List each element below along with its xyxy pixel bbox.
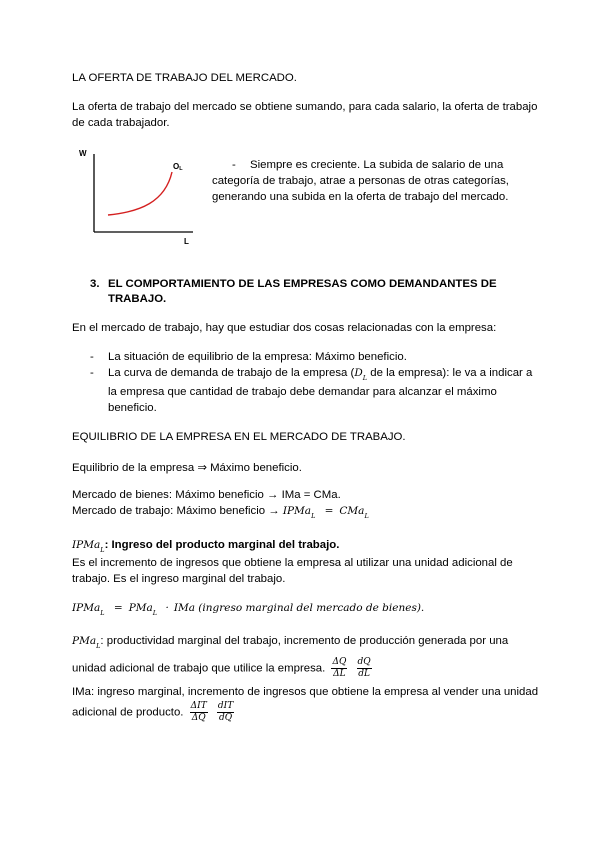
mercado-bienes-text: Mercado de bienes: Máximo beneficio → IMa = CMa.	[72, 489, 341, 501]
mercado-trabajo-text: Mercado de trabajo: Máximo beneficio → IPMa$_L$ = CMa$_L$	[72, 505, 369, 520]
graph-bullet-marker: -	[232, 159, 236, 171]
bullet-marker-2: -	[90, 367, 94, 379]
section3-number: 3.	[90, 278, 100, 290]
section-heading-oferta: LA OFERTA DE TRABAJO DEL MERCADO.	[72, 72, 297, 84]
bullet-item-2-line3: beneficio.	[108, 402, 157, 414]
graph-curve-label: OL	[173, 162, 183, 172]
section3-title-line2: TRABAJO.	[108, 293, 167, 305]
ima-definition-line2: adicional de producto. $\frac{\text{ΔIT}}{\Delta Q}$ $\frac{\text{dIT}}{dQ}$	[72, 701, 234, 723]
ipma-desc-line2: trabajo. Es el ingreso marginal del trabajo.	[72, 573, 286, 585]
graph-bullet-line2: categoría de trabajo, atrae a personas de otras categorías,	[212, 175, 509, 187]
supply-curve	[108, 172, 172, 215]
ima-definition-line1: IMa: ingreso marginal, incremento de ingresos que obtiene la empresa al vender una unidad	[72, 686, 539, 698]
paragraph-oferta-line2: de cada trabajador.	[72, 117, 170, 129]
fraction-dit-dq: $\frac{\text{dIT}}{dQ}$	[217, 701, 234, 723]
fraction-delta-q-delta-l: $\frac{\Delta Q}{\Delta L}$	[332, 657, 347, 679]
paragraph-dos-cosas: En el mercado de trabajo, hay que estudiar dos cosas relacionadas con la empresa:	[72, 322, 497, 334]
pma-definition-line2: unidad adicional de trabajo que utilice la empresa. $\frac{\Delta Q}{\Delta L}$ $\frac{dQ}{dL}$	[72, 657, 371, 679]
bullet-marker-1: -	[90, 351, 94, 363]
graph-bullet-line3: generando una subida en la oferta de trabajo del mercado.	[212, 191, 509, 203]
bullet-item-1: La situación de equilibrio de la empresa: Máximo beneficio.	[108, 351, 407, 363]
fraction-dq-dl: $\frac{dQ}{dL}$	[357, 657, 371, 679]
section3-title-line1: EL COMPORTAMIENTO DE LAS EMPRESAS COMO DEMANDANTES DE	[108, 278, 497, 290]
labor-supply-graph	[70, 140, 200, 250]
graph-x-axis-label: L	[184, 237, 189, 246]
graph-bullet-line1: Siempre es creciente. La subida de salario de una	[250, 159, 504, 171]
pma-definition-line1: PMa$_L$: productividad marginal del trabajo, incremento de producción generada por una	[72, 635, 509, 650]
bullet-item-2-line2: la empresa que cantidad de trabajo debe demandar para alcanzar el máximo	[108, 386, 497, 398]
paragraph-oferta-line1: La oferta de trabajo del mercado se obtiene sumando, para cada salario, la oferta de trabajo	[72, 101, 538, 113]
fraction-delta-it-delta-q: $\frac{\text{ΔIT}}{\Delta Q}$	[190, 701, 207, 723]
bullet-item-2: La curva de demanda de trabajo de la empresa ($D_L$ de la empresa): le va a indicar a	[108, 367, 533, 382]
ipma-title: IPMa$_L$: Ingreso del producto marginal del trabajo.	[72, 539, 340, 554]
ipma-formula: IPMa$_L$ = PMa$_L$ · IMa (ingreso marginal del mercado de bienes).	[72, 602, 425, 617]
equilibrio-text: Equilibrio de la empresa ⇒ Máximo beneficio.	[72, 462, 302, 474]
graph-y-axis-label: W	[79, 149, 87, 158]
ipma-desc-line1: Es el incremento de ingresos que obtiene la empresa al utilizar una unidad adicional de	[72, 557, 513, 569]
section-heading-equilibrio: EQUILIBRIO DE LA EMPRESA EN EL MERCADO DE TRABAJO.	[72, 431, 406, 443]
